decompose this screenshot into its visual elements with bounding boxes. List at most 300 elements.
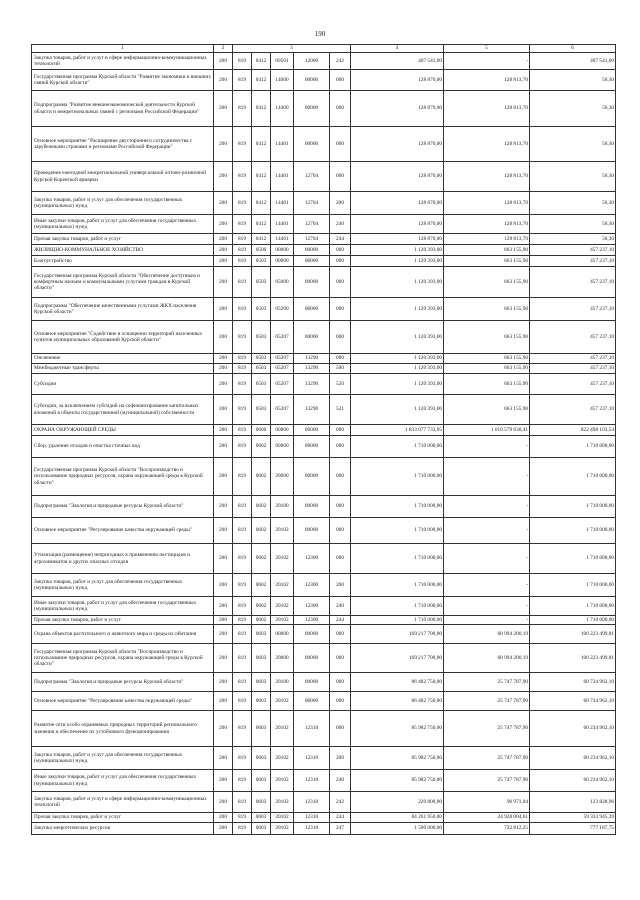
direction-code: 00000: [294, 256, 330, 267]
admin-code: 200: [214, 234, 233, 245]
remaining-amount: 60 234 962,10: [530, 747, 616, 770]
admin-code: 200: [214, 544, 233, 574]
planned-amount: 86 482 750,00: [351, 673, 444, 692]
table-row: [32, 496, 616, 518]
executed-amount: 25 747 787,90: [444, 747, 530, 770]
direction-code: 12000: [294, 53, 330, 70]
table-row: [32, 354, 616, 364]
row-name: Закупка товаров, работ и услуг для обеспечения государственных (муниципальных) нужд: [32, 747, 214, 770]
table-row: [32, 792, 616, 813]
executed-amount: 96 971,04: [444, 792, 530, 813]
row-name: Государственная программа Курской области "Воспроизводство и использование природных ресурсов, охрана окружающей среды в Курской области": [32, 458, 214, 496]
planned-amount: 1 710 000,00: [351, 597, 444, 616]
planned-amount: 128 870,00: [351, 162, 444, 192]
table-row: [32, 823, 616, 835]
ministry-code: 819: [233, 597, 252, 616]
program-code: 20102: [271, 711, 294, 747]
table-row: [32, 234, 616, 245]
planned-amount: 1 710 000,00: [351, 458, 444, 496]
program-code: 00000: [271, 436, 294, 458]
expense-type-code: 244: [330, 234, 351, 245]
remaining-amount: 60 734 962,10: [530, 673, 616, 692]
expense-type-code: 000: [330, 496, 351, 518]
admin-code: 200: [214, 354, 233, 364]
remaining-amount: 1 710 000,00: [530, 518, 616, 544]
expense-type-code: 240: [330, 597, 351, 616]
admin-code: 200: [214, 267, 233, 298]
executed-amount: 128 813,70: [444, 127, 530, 162]
planned-amount: 1 120 393,00: [351, 321, 444, 354]
table-row: [32, 770, 616, 792]
table-row: [32, 374, 616, 395]
planned-amount: 85 982 750,00: [351, 747, 444, 770]
direction-code: 00000: [294, 458, 330, 496]
remaining-amount: 1 710 000,00: [530, 436, 616, 458]
direction-code: 00000: [294, 692, 330, 711]
section-code: 0412: [252, 53, 271, 70]
program-code: 20102: [271, 792, 294, 813]
planned-amount: 86 482 750,00: [351, 692, 444, 711]
executed-amount: 128 813,70: [444, 215, 530, 234]
ministry-code: 819: [233, 458, 252, 496]
expense-type-code: 000: [330, 321, 351, 354]
section-code: 0602: [252, 518, 271, 544]
section-code: 0603: [252, 673, 271, 692]
planned-amount: 1 120 393,00: [351, 354, 444, 364]
budget-table: [31, 44, 616, 835]
row-name: Прочая закупка товаров, работ и услуг: [32, 616, 214, 625]
row-name: Иные закупки товаров, работ и услуг для обеспечения государственных (муниципальных) нужд: [32, 215, 214, 234]
admin-code: 200: [214, 298, 233, 321]
table-row: [32, 644, 616, 673]
remaining-amount: 457 237,10: [530, 374, 616, 395]
table-row: [32, 616, 616, 625]
program-code: 20102: [271, 597, 294, 616]
executed-amount: -: [444, 458, 530, 496]
direction-code: 12704: [294, 162, 330, 192]
row-name: Субсидии: [32, 374, 214, 395]
row-name: Государственная программа Курской области "Развитие экономики и внешних связей Курской области": [32, 70, 214, 91]
section-code: 0602: [252, 436, 271, 458]
program-code: 20102: [271, 813, 294, 823]
ministry-code: 819: [233, 625, 252, 644]
expense-type-code: 000: [330, 70, 351, 91]
ministry-code: 819: [233, 234, 252, 245]
planned-amount: 85 982 750,00: [351, 711, 444, 747]
executed-amount: -: [444, 518, 530, 544]
remaining-amount: 457 237,10: [530, 354, 616, 364]
column-header: 3: [233, 45, 351, 53]
program-code: 05207: [271, 395, 294, 425]
executed-amount: 128 813,70: [444, 162, 530, 192]
remaining-amount: 60 234 962,10: [530, 770, 616, 792]
executed-amount: 663 155,90: [444, 267, 530, 298]
ministry-code: 819: [233, 644, 252, 673]
planned-amount: 128 870,00: [351, 91, 444, 127]
program-code: 20000: [271, 458, 294, 496]
executed-amount: 663 155,90: [444, 364, 530, 374]
admin-code: 200: [214, 711, 233, 747]
executed-amount: 68 994 200,19: [444, 644, 530, 673]
expense-type-code: 000: [330, 425, 351, 436]
column-header: 5: [444, 45, 530, 53]
executed-amount: -: [444, 574, 530, 597]
direction-code: 00000: [294, 496, 330, 518]
expense-type-code: 000: [330, 458, 351, 496]
row-name: Иные закупки товаров, работ и услуг для обеспечения государственных (муниципальных) нужд: [32, 770, 214, 792]
direction-code: 00000: [294, 625, 330, 644]
section-code: 0503: [252, 267, 271, 298]
admin-code: 200: [214, 792, 233, 813]
expense-type-code: 244: [330, 616, 351, 625]
remaining-amount: 457 237,10: [530, 395, 616, 425]
column-header: 6: [530, 45, 616, 53]
direction-code: 12704: [294, 234, 330, 245]
remaining-amount: 1 710 000,00: [530, 544, 616, 574]
ministry-code: 819: [233, 813, 252, 823]
program-code: 05207: [271, 374, 294, 395]
section-code: 0503: [252, 395, 271, 425]
ministry-code: 819: [233, 364, 252, 374]
program-code: 00000: [271, 256, 294, 267]
ministry-code: 819: [233, 127, 252, 162]
section-code: 0603: [252, 625, 271, 644]
remaining-amount: 60 234 962,10: [530, 711, 616, 747]
ministry-code: 819: [233, 673, 252, 692]
section-code: 0602: [252, 574, 271, 597]
table-row: [32, 813, 616, 823]
executed-amount: 663 155,90: [444, 395, 530, 425]
admin-code: 200: [214, 162, 233, 192]
admin-code: 200: [214, 70, 233, 91]
remaining-amount: 457 237,10: [530, 267, 616, 298]
remaining-amount: 123 828,96: [530, 792, 616, 813]
program-code: 05000: [271, 267, 294, 298]
program-code: 09501: [271, 53, 294, 70]
ministry-code: 819: [233, 574, 252, 597]
table-row: [32, 436, 616, 458]
expense-type-code: 242: [330, 792, 351, 813]
program-code: 20000: [271, 644, 294, 673]
row-name: Основное мероприятие "Регулирование качества окружающей среды": [32, 692, 214, 711]
remaining-amount: 1 710 000,00: [530, 496, 616, 518]
direction-code: 12310: [294, 747, 330, 770]
direction-code: 12300: [294, 574, 330, 597]
expense-type-code: 000: [330, 127, 351, 162]
remaining-amount: 56,30: [530, 70, 616, 91]
ministry-code: 819: [233, 436, 252, 458]
planned-amount: 1 710 000,00: [351, 496, 444, 518]
direction-code: 12310: [294, 813, 330, 823]
expense-type-code: 000: [330, 298, 351, 321]
section-code: 0412: [252, 70, 271, 91]
section-code: 0602: [252, 597, 271, 616]
row-name: ЖИЛИЩНО-КОММУНАЛЬНОЕ ХОЗЯЙСТВО: [32, 245, 214, 256]
section-code: 0603: [252, 692, 271, 711]
table-row: [32, 711, 616, 747]
admin-code: 200: [214, 616, 233, 625]
executed-amount: 25 747 787,90: [444, 673, 530, 692]
program-code: 14401: [271, 215, 294, 234]
row-name: Государственная программа Курской области "Обеспечение доступным и комфортным жильем и коммунальными услугами граждан в Курской области": [32, 267, 214, 298]
table-row: [32, 597, 616, 616]
table-row: [32, 544, 616, 574]
planned-amount: 1 710 000,00: [351, 436, 444, 458]
table-row: [32, 91, 616, 127]
program-code: 00000: [271, 425, 294, 436]
admin-code: 200: [214, 747, 233, 770]
row-name: ОХРАНА ОКРУЖАЮЩЕЙ СРЕДЫ: [32, 425, 214, 436]
executed-amount: 128 813,70: [444, 70, 530, 91]
admin-code: 200: [214, 692, 233, 711]
direction-code: 12310: [294, 711, 330, 747]
planned-amount: 1 710 000,00: [351, 574, 444, 597]
program-code: 20102: [271, 616, 294, 625]
admin-code: 200: [214, 458, 233, 496]
table-row: [32, 245, 616, 256]
row-name: Сбор, удаление отходов и очистка сточных вод: [32, 436, 214, 458]
executed-amount: 663 155,90: [444, 354, 530, 364]
executed-amount: -: [444, 616, 530, 625]
planned-amount: 128 870,00: [351, 127, 444, 162]
executed-amount: -: [444, 436, 530, 458]
direction-code: 12704: [294, 192, 330, 215]
row-name: Благоустройство: [32, 256, 214, 267]
program-code: 20100: [271, 496, 294, 518]
planned-amount: 1 500 000,00: [351, 823, 444, 835]
remaining-amount: 822 498 103,54: [530, 425, 616, 436]
table-row: [32, 70, 616, 91]
table-row: [32, 298, 616, 321]
row-name: Развитие сети особо охраняемых природных территорий регионального значения и обеспечение их устойчивого функционирования: [32, 711, 214, 747]
ministry-code: 819: [233, 256, 252, 267]
ministry-code: 819: [233, 425, 252, 436]
ministry-code: 819: [233, 91, 252, 127]
expense-type-code: 000: [330, 256, 351, 267]
planned-amount: 84 261 950,00: [351, 813, 444, 823]
admin-code: 200: [214, 425, 233, 436]
column-header: 2: [214, 45, 233, 53]
row-name: Межбюджетные трансферты: [32, 364, 214, 374]
remaining-amount: 457 237,10: [530, 364, 616, 374]
section-code: 0412: [252, 91, 271, 127]
row-name: Озеленение: [32, 354, 214, 364]
program-code: 00000: [271, 625, 294, 644]
ministry-code: 819: [233, 823, 252, 835]
ministry-code: 819: [233, 770, 252, 792]
direction-code: 12300: [294, 544, 330, 574]
executed-amount: 663 155,90: [444, 298, 530, 321]
row-name: Утилизация (размещение) непригодных к применению пестицидов и агрохимикатов и других опасных отходов: [32, 544, 214, 574]
section-code: 0603: [252, 747, 271, 770]
executed-amount: -: [444, 544, 530, 574]
executed-amount: 24 928 004,61: [444, 813, 530, 823]
program-code: 05207: [271, 321, 294, 354]
row-name: Закупка товаров, работ и услуг в сфере информационно-коммуникационных технологий: [32, 792, 214, 813]
ministry-code: 819: [233, 518, 252, 544]
page-number: 190: [314, 30, 326, 38]
expense-type-code: 000: [330, 692, 351, 711]
remaining-amount: 1 710 000,00: [530, 458, 616, 496]
row-name: Проведение ежегодной межрегиональной универсальной оптово-розничной Курской Коренской ярмарки: [32, 162, 214, 192]
table-row: [32, 692, 616, 711]
expense-type-code: 240: [330, 215, 351, 234]
section-code: 0603: [252, 770, 271, 792]
expense-type-code: 520: [330, 374, 351, 395]
expense-type-code: 000: [330, 162, 351, 192]
section-code: 0602: [252, 544, 271, 574]
direction-code: 00000: [294, 436, 330, 458]
direction-code: 12704: [294, 215, 330, 234]
program-code: 20102: [271, 770, 294, 792]
direction-code: 12310: [294, 823, 330, 835]
expense-type-code: 000: [330, 267, 351, 298]
program-code: 20102: [271, 544, 294, 574]
planned-amount: 1 120 393,00: [351, 364, 444, 374]
planned-amount: 128 870,00: [351, 215, 444, 234]
program-code: 20102: [271, 574, 294, 597]
expense-type-code: 000: [330, 711, 351, 747]
direction-code: 13290: [294, 364, 330, 374]
direction-code: 12300: [294, 616, 330, 625]
row-name: Закупка энергетических ресурсов: [32, 823, 214, 835]
section-code: 0500: [252, 245, 271, 256]
executed-amount: 722 812,25: [444, 823, 530, 835]
remaining-amount: 59 333 945,39: [530, 813, 616, 823]
executed-amount: 663 155,90: [444, 321, 530, 354]
row-name: Иные закупки товаров, работ и услуг для обеспечения государственных (муниципальных) нужд: [32, 597, 214, 616]
section-code: 0602: [252, 458, 271, 496]
admin-code: 200: [214, 245, 233, 256]
row-name: Подпрограмма "Обеспечение качественными услугами ЖКХ населения Курской области": [32, 298, 214, 321]
planned-amount: 128 870,00: [351, 192, 444, 215]
executed-amount: 663 155,90: [444, 256, 530, 267]
section-code: 0603: [252, 813, 271, 823]
ministry-code: 819: [233, 70, 252, 91]
remaining-amount: 777 187,75: [530, 823, 616, 835]
table-row: [32, 321, 616, 354]
ministry-code: 819: [233, 354, 252, 364]
program-code: 05207: [271, 364, 294, 374]
row-name: Закупка товаров, работ и услуг в сфере информационно-коммуникационных технологий: [32, 53, 214, 70]
remaining-amount: 1 710 000,00: [530, 616, 616, 625]
planned-amount: 1 120 393,00: [351, 245, 444, 256]
expense-type-code: 200: [330, 192, 351, 215]
expense-type-code: 000: [330, 354, 351, 364]
table-row: [32, 458, 616, 496]
expense-type-code: 521: [330, 395, 351, 425]
table-row: [32, 364, 616, 374]
admin-code: 200: [214, 91, 233, 127]
ministry-code: 819: [233, 162, 252, 192]
executed-amount: 1 010 579 630,41: [444, 425, 530, 436]
direction-code: 00000: [294, 267, 330, 298]
remaining-amount: 56,30: [530, 91, 616, 127]
executed-amount: -: [444, 496, 530, 518]
column-header: 1: [32, 45, 214, 53]
section-code: 0603: [252, 644, 271, 673]
direction-code: 00000: [294, 518, 330, 544]
table-row: [32, 673, 616, 692]
program-code: 14401: [271, 234, 294, 245]
program-code: 20102: [271, 747, 294, 770]
row-name: Охрана объектов растительного и животного мира и среды их обитания: [32, 625, 214, 644]
program-code: 14000: [271, 70, 294, 91]
expense-type-code: 000: [330, 245, 351, 256]
direction-code: 12310: [294, 792, 330, 813]
remaining-amount: 457 237,10: [530, 256, 616, 267]
executed-amount: 68 994 200,19: [444, 625, 530, 644]
remaining-amount: 56,30: [530, 162, 616, 192]
planned-amount: 85 982 750,00: [351, 770, 444, 792]
planned-amount: 1 120 393,00: [351, 298, 444, 321]
ministry-code: 819: [233, 374, 252, 395]
admin-code: 200: [214, 644, 233, 673]
expense-type-code: 240: [330, 770, 351, 792]
row-name: Государственная программа Курской области "Воспроизводство и использование природных ресурсов, охрана окружающей среды в Курской области": [32, 644, 214, 673]
remaining-amount: 1 710 000,00: [530, 597, 616, 616]
expense-type-code: 000: [330, 673, 351, 692]
admin-code: 200: [214, 53, 233, 70]
table-row: [32, 425, 616, 436]
expense-type-code: 200: [330, 747, 351, 770]
executed-amount: 663 155,90: [444, 374, 530, 395]
expense-type-code: 000: [330, 625, 351, 644]
program-code: 14401: [271, 127, 294, 162]
row-name: Подпрограмма "Экология и природные ресурсы Курской области": [32, 496, 214, 518]
expense-type-code: 200: [330, 574, 351, 597]
direction-code: 13290: [294, 354, 330, 364]
remaining-amount: 56,30: [530, 234, 616, 245]
direction-code: 00000: [294, 298, 330, 321]
planned-amount: 169 217 700,00: [351, 644, 444, 673]
expense-type-code: 242: [330, 53, 351, 70]
admin-code: 200: [214, 127, 233, 162]
planned-amount: 128 870,00: [351, 234, 444, 245]
admin-code: 200: [214, 518, 233, 544]
admin-code: 200: [214, 256, 233, 267]
table-row: [32, 574, 616, 597]
planned-amount: 1 120 393,00: [351, 395, 444, 425]
row-name: Прочая закупка товаров, работ и услуг: [32, 813, 214, 823]
remaining-amount: 100 223 499,81: [530, 644, 616, 673]
ministry-code: 819: [233, 692, 252, 711]
column-header: 4: [351, 45, 444, 53]
expense-type-code: 500: [330, 364, 351, 374]
column-number-row: [32, 45, 616, 53]
section-code: 0603: [252, 711, 271, 747]
admin-code: 200: [214, 496, 233, 518]
section-code: 0603: [252, 823, 271, 835]
ministry-code: 819: [233, 192, 252, 215]
admin-code: 200: [214, 823, 233, 835]
planned-amount: 407 541,00: [351, 53, 444, 70]
ministry-code: 819: [233, 496, 252, 518]
direction-code: 00000: [294, 91, 330, 127]
ministry-code: 819: [233, 544, 252, 574]
direction-code: 00000: [294, 321, 330, 354]
remaining-amount: 457 237,10: [530, 321, 616, 354]
section-code: 0503: [252, 374, 271, 395]
ministry-code: 819: [233, 711, 252, 747]
planned-amount: 1 710 000,00: [351, 518, 444, 544]
program-code: 14401: [271, 162, 294, 192]
table-row: [32, 192, 616, 215]
executed-amount: 128 813,70: [444, 192, 530, 215]
section-code: 0603: [252, 792, 271, 813]
ministry-code: 819: [233, 298, 252, 321]
direction-code: 12310: [294, 770, 330, 792]
